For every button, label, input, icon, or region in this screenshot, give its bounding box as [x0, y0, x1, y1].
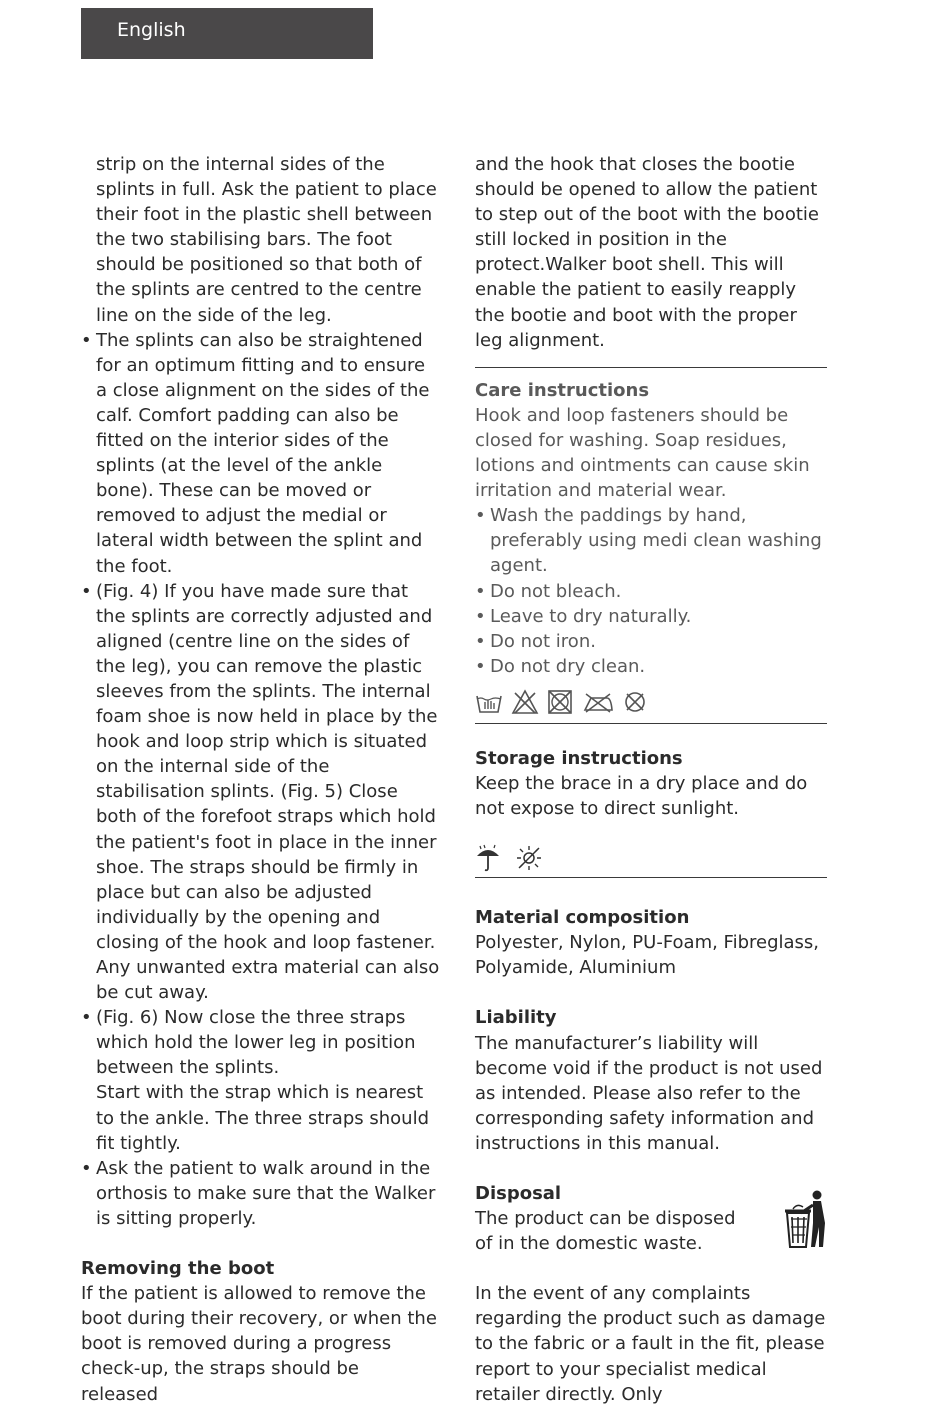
removing-text: If the patient is allowed to remove the boot during their recovery, or when the boot is removed during a progress check-up, the straps should be released — [81, 1283, 437, 1405]
right-column — [475, 152, 827, 1407]
list-item: • Wash the paddings by hand, preferably using medi clean washing agent. — [475, 503, 827, 578]
list-item: • Leave to dry naturally. — [475, 604, 827, 629]
material-heading: Material composition — [475, 907, 690, 929]
storage-text: Keep the brace in a dry place and do not expose to direct sunlight. — [475, 772, 808, 820]
liability-heading: Liability — [475, 1007, 557, 1029]
disposal-section — [475, 1181, 827, 1256]
keep-away-from-sunlight-icon — [515, 844, 543, 872]
disposal-text: The product can be disposed of in the domestic waste. — [475, 1208, 736, 1255]
no-dry-clean-icon — [623, 690, 647, 714]
list-item: • Do not iron. — [475, 629, 827, 654]
intro-paragraph: strip on the internal sides of the splints in full. Ask the patient to place their foot in the plastic shell between the two stabilising bars. The foot should be positioned so that both of the splints are centred to the centre line on the side of the leg. — [96, 154, 437, 326]
care-list — [475, 503, 827, 679]
removing-heading: Removing the boot — [81, 1258, 275, 1280]
liability-text: The manufacturer’s liability will become void if the product is not used as intended. Please also refer to the corresponding safety information and instructions in this manual. — [475, 1032, 823, 1154]
no-tumble-dry-icon — [547, 689, 573, 715]
care-text: Hook and loop fasteners should be closed for washing. Soap residues, lotions and ointments can cause skin irritation and material wear. — [475, 404, 810, 502]
list-item-extra: Any unwanted extra material can also be cut away. — [96, 957, 440, 1004]
list-item-extra: Start with the strap which is nearest to the ankle. The three straps should fit tightly. — [96, 1082, 429, 1154]
material-text: Polyester, Nylon, PU-Foam, Fibreglass, Polyamide, Aluminium — [475, 932, 820, 979]
storage-heading: Storage instructions — [475, 747, 683, 769]
hand-wash-icon — [475, 690, 503, 714]
list-item: • (Fig. 6) Now close the three straps which hold the lower leg in position between the splints. Start with the strap which is nearest to the ankle. The three straps should fit tightly. — [81, 1005, 441, 1156]
care-heading: Care instructions — [475, 379, 650, 401]
trash-bin-person-icon — [779, 1189, 827, 1249]
list-item: • Do not dry clean. — [475, 654, 827, 679]
list-item: • Do not bleach. — [475, 579, 827, 604]
no-iron-icon — [581, 690, 615, 714]
list-item: • Ask the patient to walk around in the orthosis to make sure that the Walker is sitting properly. — [81, 1156, 441, 1231]
list-item: • (Fig. 4) If you have made sure that the splints are correctly adjusted and aligned (centre line on the sides of the leg), you can remove the plastic sleeves from the splints. The internal foam shoe is now held in place by the hook and loop strip which is situated on the internal side of the stabilisation splints. (Fig. 5) Close both of the forefoot straps which hold the patient's foot in place in the inner shoe. The straps should be firmly in place but can also be adjusted individually by the opening and closing of the hook and loop fastener. Any unwanted extra material can also be cut away. — [81, 579, 441, 1006]
language-tab — [81, 8, 373, 59]
care-symbols — [475, 687, 827, 717]
complaints-text: In the event of any complaints regarding the product such as damage to the fabric or a fault in the fit, please report to your specialist medical retailer directly. Only — [475, 1283, 826, 1405]
storage-symbols — [475, 843, 827, 873]
continuation-paragraph: and the hook that closes the bootie should be opened to allow the patient to step out of the boot with the bootie still locked in position in the protect.Walker boot shell. This will enable the patient to easily reapply the bootie and boot with the proper leg alignment. — [475, 154, 819, 351]
left-column — [81, 152, 441, 1407]
instruction-list — [81, 328, 441, 1231]
disposal-heading: Disposal — [475, 1183, 562, 1204]
keep-dry-umbrella-icon — [475, 844, 501, 872]
no-bleach-icon — [511, 689, 539, 715]
language-label: English — [117, 19, 186, 41]
list-item: • The splints can also be straightened for an optimum fitting and to ensure a close alignment on the sides of the calf. Comfort padding can also be fitted on the interior sides of the splints (at the level of the ankle bone). These can be moved or removed to adjust the medial or lateral width between the splint and the foot. — [81, 328, 441, 579]
